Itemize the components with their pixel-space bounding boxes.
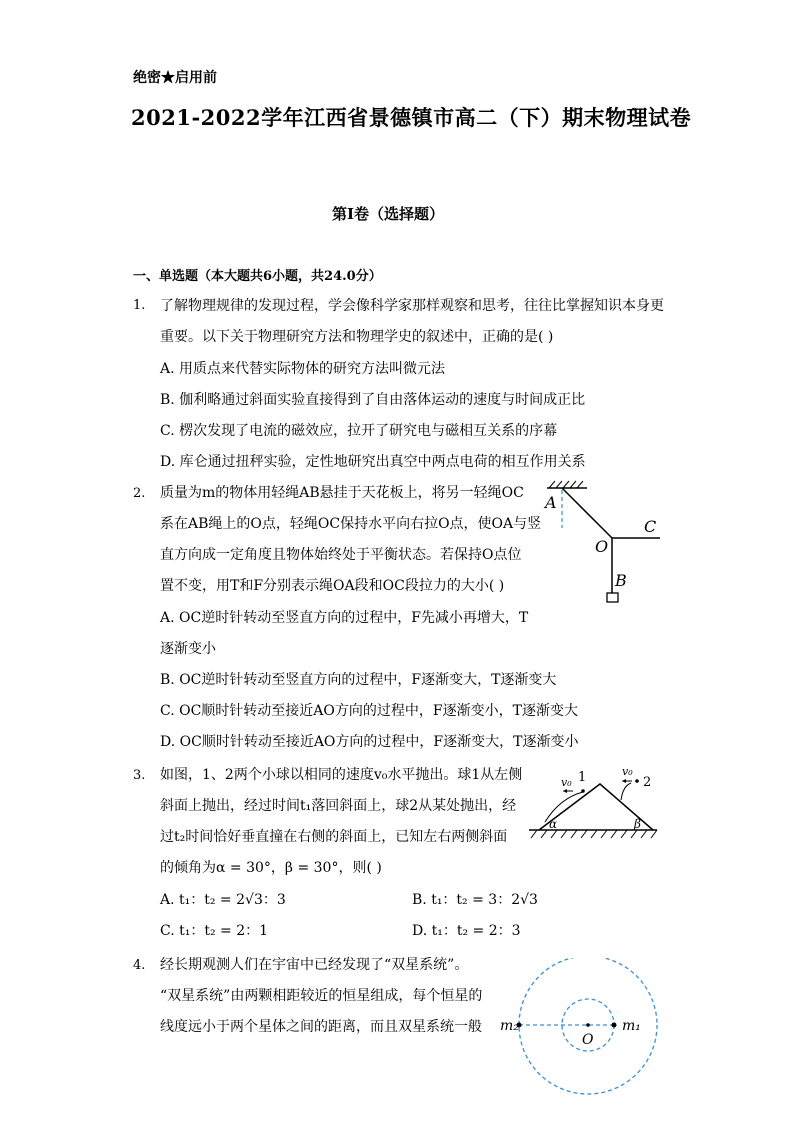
binary-star-diagram [494,958,674,1108]
question-text: 直方向成一定角度且物体始终处于平衡状态。若保持O点位 [160,547,522,563]
label-c: C [644,517,657,536]
question-text: 的倾角为α = 30°，β = 30°，则( ) [160,860,382,876]
label-v0-2: v₀ [622,765,633,778]
question-number: 1. [133,298,146,313]
label-alpha: α [549,817,558,831]
label-a: A [545,493,557,512]
rope-oa [562,488,612,538]
ball2-trajectory [621,783,631,800]
label-beta: β [634,817,641,831]
answer-option: C. OC顺时针转动至接近AO方向的过程中，F逐渐变小，T逐渐变大 [160,703,578,719]
question-number: 4. [133,958,146,973]
secret-label: 绝密★启用前 [133,70,217,86]
question-text: 质量为m的物体用轻绳AB悬挂于天花板上，将另一轻绳OC [160,485,524,501]
section-heading: 一、单选题（本大题共6小题，共24.0分） [133,269,382,284]
question-text: 过t₂时间恰好垂直撞在右侧的斜面上，已知左右两侧斜面 [160,829,508,845]
question-text: 经长期观测人们在宇宙中已经发现了“双星系统”。 [160,957,469,973]
incline-diagram [525,762,665,842]
answer-option: 逐渐变小 [160,641,216,657]
question-text: 重要。以下关于物理研究方法和物理学史的叙述中，正确的是( ) [160,329,554,345]
label-v0-1: v₀ [561,776,572,789]
ball-2 [635,779,639,783]
ball-1 [581,789,585,793]
ceiling-hatch [549,481,583,488]
label-o: O [595,537,609,556]
hanging-block [607,593,618,602]
label-o: O [582,1032,594,1048]
star-m1 [612,1023,617,1028]
answer-option: D. t₁：t₂ = 2：3 [412,923,521,939]
center-o [586,1023,590,1027]
page-title: 2021-2022学年江西省景德镇市高二（下）期末物理试卷 [131,105,692,130]
question-text: 如图，1、2两个小球以相同的速度v₀水平抛出。球1从左侧 [160,767,523,783]
question-text: 了解物理规律的发现过程，学会像科学家那样观察和思考，往往比掌握知识本身更 [160,298,664,314]
answer-option: A. OC逆时针转动至竖直方向的过程中，F先减小再增大，T [160,610,529,626]
answer-option: C. t₁：t₂ = 2：1 [160,923,269,939]
answer-option: C. 楞次发现了电流的磁效应，拉开了研究电与磁相互关系的序幕 [160,423,558,439]
label-ball-2: 2 [643,775,652,790]
answer-option: B. 伽利略通过斜面实验直接得到了自由落体运动的速度与时间成正比 [160,392,586,408]
label-b: B [615,571,627,590]
label-m1: m₁ [622,1018,641,1034]
label-m2: m₂ [500,1018,519,1034]
answer-option: B. OC逆时针转动至竖直方向的过程中，F逐渐变大，T逐渐变大 [160,672,557,688]
volume-heading: 第I卷（选择题） [332,205,445,223]
question-text: “双星系统”由两颗相距较近的恒星组成，每个恒星的 [160,988,483,1004]
question-number: 2. [133,486,146,501]
question-text: 线度远小于两个星体之间的距离，而且双星系统一般 [160,1019,482,1035]
question-text: 系在AB绳上的O点，轻绳OC保持水平向右拉O点，使OA与竖 [160,516,542,532]
ground-hatch [531,830,657,838]
rope-diagram [535,480,665,610]
answer-option: A. t₁：t₂ = 2√3：3 [160,892,286,908]
answer-option: D. 库仑通过扭秤实验，定性地研究出真空中两点电荷的相互作用关系 [160,454,586,470]
question-text: 斜面上抛出，经过时间t₁落回斜面上，球2从某处抛出，经 [160,798,517,814]
answer-option: A. 用质点来代替实际物体的研究方法叫微元法 [160,361,446,377]
question-number: 3. [133,768,146,783]
answer-option: D. OC顺时针转动至接近AO方向的过程中，F逐渐变大，T逐渐变小 [160,734,579,750]
label-ball-1: 1 [578,770,587,785]
question-text: 置不变，用T和F分别表示绳OA段和OC段拉力的大小( ) [160,578,505,594]
answer-option: B. t₁：t₂ = 3：2√3 [412,892,538,908]
